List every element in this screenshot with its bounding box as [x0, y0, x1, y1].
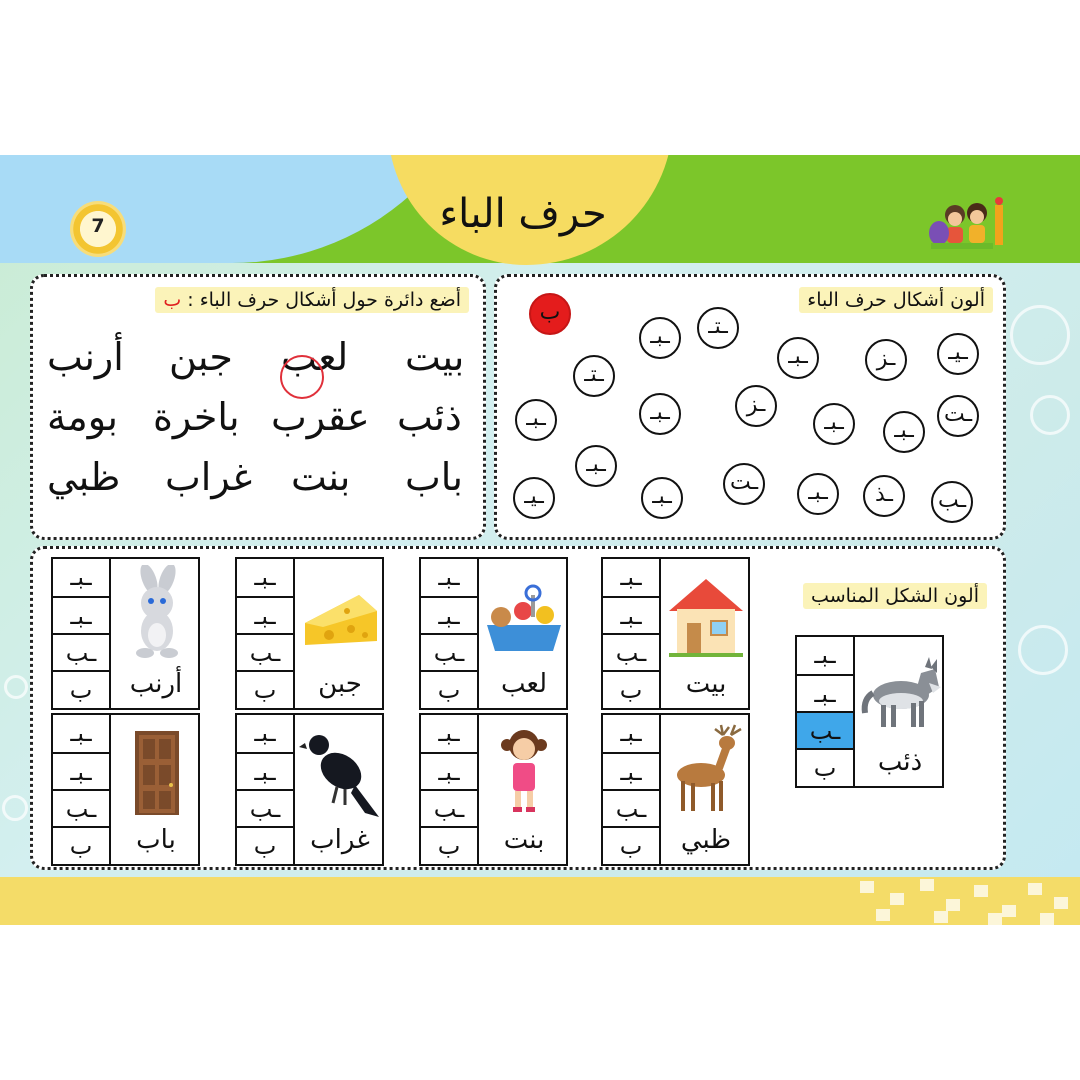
form-cell[interactable]: ـبـ	[254, 563, 276, 591]
deer-icon	[665, 721, 747, 821]
footer-pixel-pattern	[850, 877, 1080, 925]
form-cell[interactable]: ـبـ	[620, 719, 642, 747]
form-cell-highlighted[interactable]: ـب	[797, 711, 853, 748]
form-cell[interactable]: ـبـ	[421, 752, 477, 789]
letter-circle[interactable]: ـبـ	[797, 473, 839, 515]
word-item[interactable]: ظبي	[47, 455, 121, 499]
form-cell[interactable]: ـب	[53, 633, 109, 670]
word-item[interactable]: بيت	[405, 335, 465, 379]
form-cell[interactable]: ـب	[421, 633, 477, 670]
form-cell[interactable]: ـبـ	[814, 641, 836, 669]
color-letters-panel	[494, 274, 1006, 540]
form-cell[interactable]: ـبـ	[797, 674, 853, 711]
card-cheese	[235, 557, 384, 710]
word-item[interactable]: غراب	[165, 455, 253, 499]
toys-icon	[483, 565, 565, 665]
example-card	[795, 635, 944, 788]
form-cell[interactable]: ـب	[237, 789, 293, 826]
card-deer	[601, 713, 750, 866]
word-item[interactable]: جبن	[169, 335, 233, 379]
card-house	[601, 557, 750, 710]
card-word: جبن	[318, 669, 362, 699]
letter-circle[interactable]: ـيـ	[513, 477, 555, 519]
form-cell[interactable]: ـبـ	[70, 563, 92, 591]
card-word: لعب	[501, 669, 547, 699]
form-cell[interactable]: ب	[421, 826, 477, 863]
form-cell[interactable]: ـب	[421, 789, 477, 826]
word-item[interactable]: عقرب	[271, 395, 370, 439]
card-word: بنت	[503, 825, 545, 855]
page-title: حرف الباء	[439, 191, 607, 237]
card-word: ظبي	[680, 825, 732, 855]
form-cell[interactable]: ب	[237, 670, 293, 707]
card-rabbit	[51, 557, 200, 710]
letter-circle[interactable]: ـت	[937, 395, 979, 437]
form-cell[interactable]: ـبـ	[53, 596, 109, 633]
form-cell[interactable]: ب	[421, 670, 477, 707]
word-item[interactable]: ذئب	[397, 395, 462, 439]
letter-circle[interactable]: ـز	[735, 385, 777, 427]
form-cell[interactable]: ب	[53, 670, 109, 707]
letter-circle[interactable]: ـبـ	[813, 403, 855, 445]
card-door	[51, 713, 200, 866]
wolf-icon	[859, 643, 941, 743]
cheese-icon	[299, 565, 381, 665]
match-instruction: ألون الشكل المناسب	[803, 583, 987, 609]
word-item[interactable]: بومة	[47, 395, 118, 439]
form-cell[interactable]: ـبـ	[237, 596, 293, 633]
bubble-decoration	[1030, 395, 1070, 435]
target-letter: ب	[163, 289, 182, 311]
form-cell[interactable]: ـبـ	[421, 596, 477, 633]
drawn-circle-mark	[280, 355, 324, 399]
form-cell[interactable]: ـبـ	[620, 563, 642, 591]
letter-circle[interactable]: ـبـ	[515, 399, 557, 441]
form-cell[interactable]: ـبـ	[70, 719, 92, 747]
circle-instruction-text: أضع دائرة حول أشكال حرف الباء :	[187, 289, 461, 311]
form-cell[interactable]: ـبـ	[53, 752, 109, 789]
word-item[interactable]: باخرة	[153, 395, 240, 439]
circle-instruction	[155, 287, 469, 313]
form-cell[interactable]: ـب	[603, 633, 659, 670]
form-cell[interactable]: ـب	[237, 633, 293, 670]
letter-circle[interactable]: ـبـ	[639, 393, 681, 435]
letter-circle[interactable]: ـذ	[863, 475, 905, 517]
crow-icon	[299, 721, 381, 821]
card-word: بيت	[685, 669, 727, 699]
letter-circle[interactable]: ـز	[865, 339, 907, 381]
form-cell[interactable]: ب	[237, 826, 293, 863]
form-cell[interactable]: ـب	[53, 789, 109, 826]
letter-circle[interactable]: ـبـ	[575, 445, 617, 487]
word-item[interactable]: لعب	[281, 335, 349, 379]
letter-circle[interactable]: ـبـ	[777, 337, 819, 379]
match-form-panel	[30, 546, 1006, 870]
form-cell[interactable]: ب	[603, 826, 659, 863]
rabbit-icon	[115, 565, 197, 665]
word-item[interactable]: بنت	[291, 455, 351, 499]
bubble-decoration	[4, 675, 28, 699]
circle-letter-panel	[30, 274, 486, 540]
form-cells	[797, 637, 855, 786]
form-cell[interactable]: ـبـ	[603, 596, 659, 633]
bubble-decoration	[1010, 305, 1070, 365]
card-word: باب	[136, 825, 176, 855]
bubble-decoration	[2, 795, 28, 821]
letter-circle-colored[interactable]: ب	[529, 293, 571, 335]
letter-circle[interactable]: ـبـ	[639, 317, 681, 359]
card-crow	[235, 713, 384, 866]
letter-circle[interactable]: ـب	[931, 481, 973, 523]
form-cell[interactable]: ـبـ	[438, 563, 460, 591]
worksheet	[0, 155, 1080, 925]
form-cell[interactable]: ب	[797, 748, 853, 785]
form-cell[interactable]: ب	[53, 826, 109, 863]
card-word: أرنب	[129, 669, 183, 699]
page-number-badge	[70, 201, 126, 257]
page-number: 7	[91, 215, 105, 237]
letter-circle[interactable]: ـبـ	[641, 477, 683, 519]
form-cell[interactable]: ب	[603, 670, 659, 707]
letter-circle[interactable]: ـتـ	[697, 307, 739, 349]
house-icon	[665, 565, 747, 665]
kids-logo-icon	[925, 197, 1015, 253]
letter-circle[interactable]: ـيـ	[937, 333, 979, 375]
letter-circle[interactable]: ـت	[723, 463, 765, 505]
letter-circle[interactable]: ـبـ	[883, 411, 925, 453]
door-icon	[115, 721, 197, 821]
form-cell[interactable]: ـبـ	[438, 719, 460, 747]
card-toys	[419, 557, 568, 710]
card-word: غراب	[310, 825, 370, 855]
form-cell[interactable]: ـبـ	[254, 719, 276, 747]
form-cell[interactable]: ـبـ	[237, 752, 293, 789]
letter-circle[interactable]: ـتـ	[573, 355, 615, 397]
card-word: ذئب	[877, 747, 923, 777]
word-item[interactable]: أرنب	[47, 335, 124, 379]
girl-icon	[483, 721, 565, 821]
form-cell[interactable]: ـب	[603, 789, 659, 826]
bubble-decoration	[1018, 625, 1068, 675]
word-item[interactable]: باب	[405, 455, 463, 499]
color-instruction: ألون أشكال حرف الباء	[799, 287, 993, 313]
card-girl	[419, 713, 568, 866]
form-cell[interactable]: ـبـ	[603, 752, 659, 789]
